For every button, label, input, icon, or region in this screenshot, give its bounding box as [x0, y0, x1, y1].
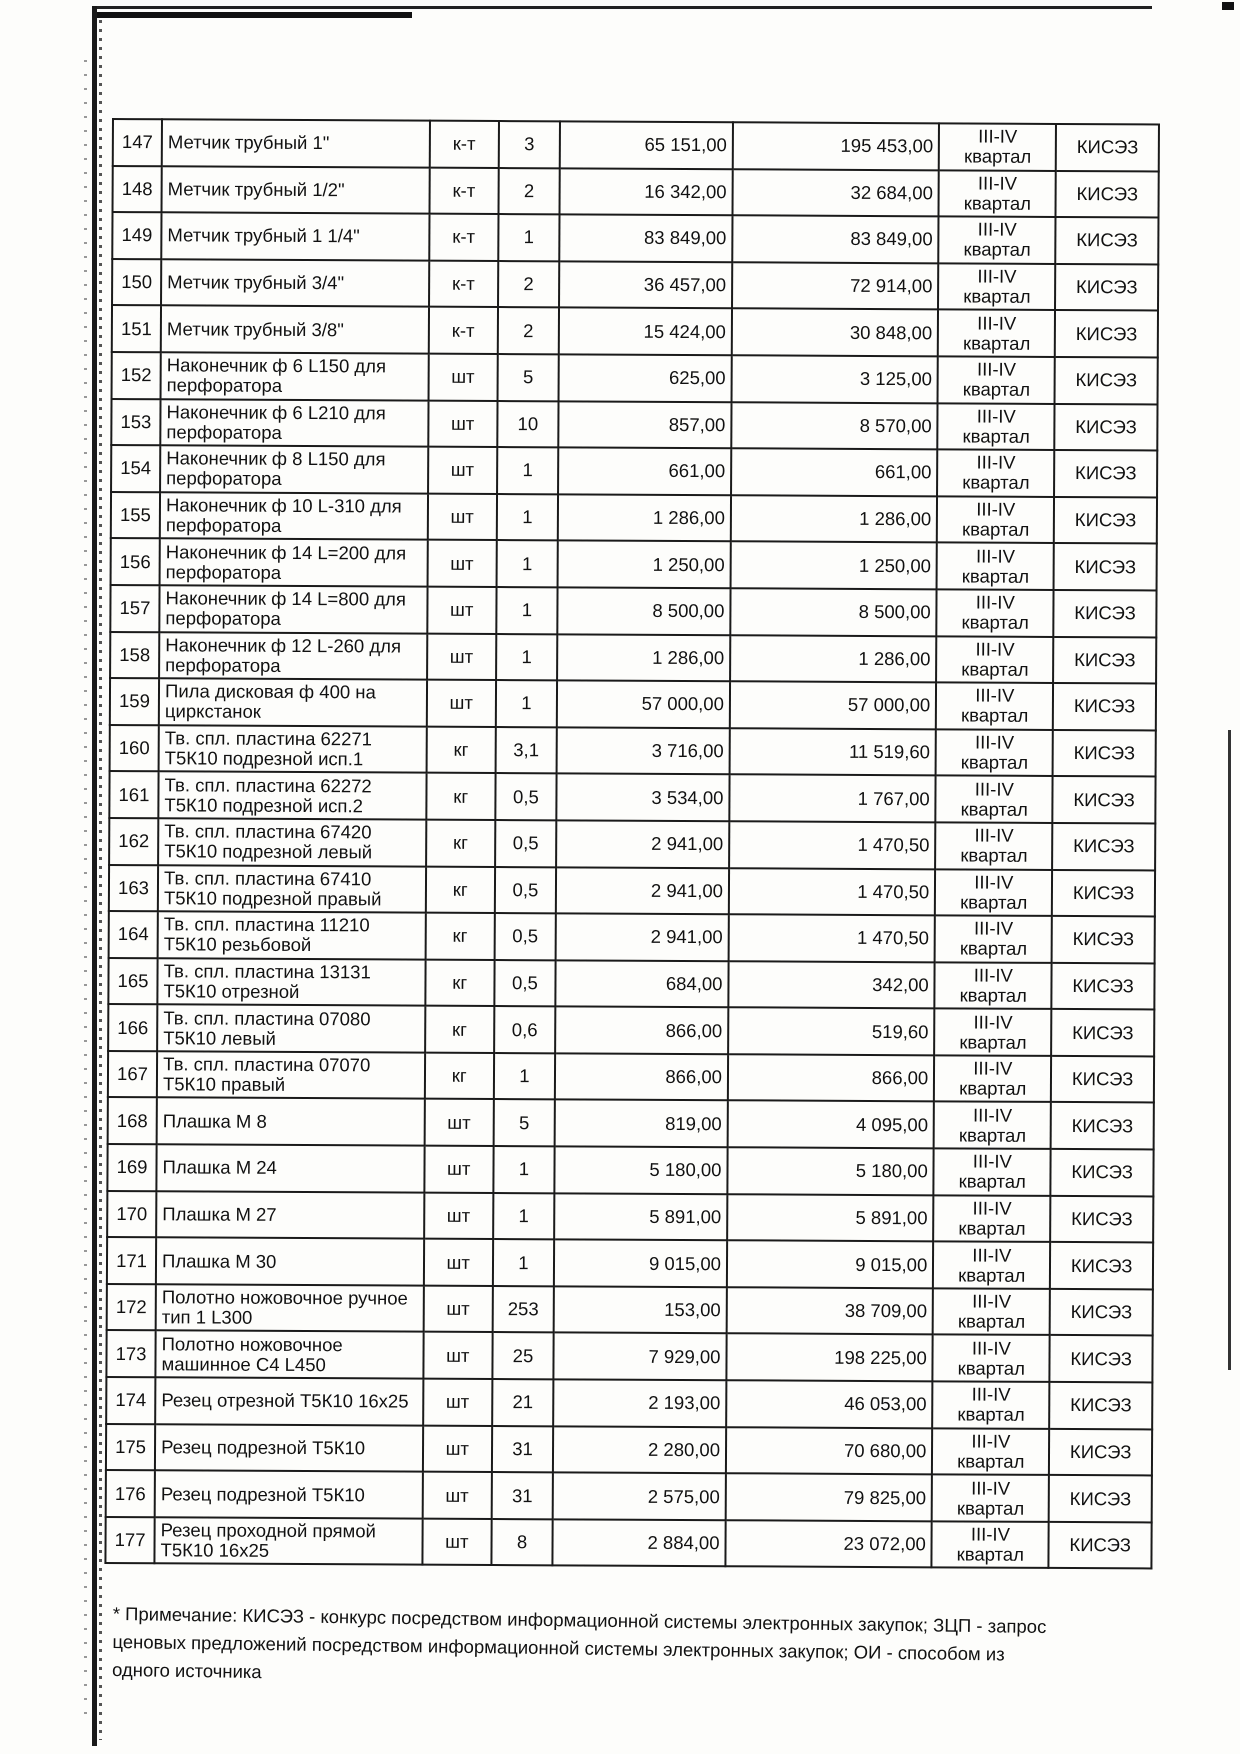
table-row	[111, 399, 1157, 451]
procurement-method-cell: КИСЭЗ	[1053, 776, 1156, 823]
total-sum-cell: 8 500,00	[730, 588, 937, 636]
procurement-method-cell: КИСЭЗ	[1049, 1429, 1152, 1476]
unit-price-cell: 7 929,00	[554, 1333, 727, 1380]
table-row	[108, 1097, 1154, 1149]
unit-price-cell: 1 286,00	[558, 494, 731, 541]
table-row	[112, 259, 1158, 311]
unit-cell: кг	[426, 773, 495, 820]
row-number-cell: 159	[110, 678, 159, 725]
item-name-cell: Резец подрезной Т5К10	[155, 1424, 423, 1472]
row-number-cell: 164	[109, 911, 158, 958]
row-number-cell: 157	[110, 585, 159, 632]
procurement-table	[104, 118, 1160, 1570]
table-row	[106, 1377, 1152, 1429]
row-number-cell: 163	[109, 864, 158, 911]
item-name-cell: Пила дисковая ф 400 на циркстанок	[159, 678, 427, 726]
row-number-cell: 172	[107, 1284, 156, 1331]
unit-price-cell: 3 534,00	[556, 774, 729, 821]
total-sum-cell: 79 825,00	[726, 1473, 933, 1521]
unit-price-cell: 2 884,00	[553, 1519, 726, 1566]
unit-cell: шт	[424, 1239, 493, 1286]
item-name-cell: Метчик трубный 1/2"	[162, 166, 430, 214]
item-name-cell: Тв. спл. пластина 67410 Т5К10 подрезной правый	[158, 865, 426, 913]
item-name-cell: Наконечник ф 6 L150 для перфоратора	[161, 352, 429, 400]
total-sum-cell: 38 709,00	[727, 1287, 934, 1335]
unit-price-cell: 2 575,00	[553, 1473, 726, 1520]
period-cell: III-IV квартал	[936, 729, 1053, 776]
period-cell: III-IV квартал	[939, 217, 1056, 264]
row-number-cell: 167	[108, 1051, 157, 1098]
row-number-cell: 158	[110, 632, 159, 679]
table-body	[105, 119, 1159, 1569]
unit-cell: шт	[427, 540, 496, 587]
period-cell: III-IV квартал	[938, 310, 1055, 357]
unit-cell: шт	[422, 1472, 491, 1519]
total-sum-cell: 866,00	[728, 1054, 935, 1102]
unit-price-cell: 661,00	[558, 447, 731, 494]
procurement-method-cell: КИСЭЗ	[1049, 1475, 1152, 1522]
procurement-method-cell: КИСЭЗ	[1054, 497, 1157, 544]
unit-price-cell: 2 193,00	[553, 1379, 726, 1426]
quantity-cell: 5	[493, 1099, 555, 1146]
footnote-line-2: ценовых предложений посредством информационной системы электронных закупок; ОИ - способом из	[112, 1630, 1005, 1665]
row-number-cell: 154	[111, 445, 160, 492]
period-cell: III-IV квартал	[932, 1428, 1049, 1475]
quantity-cell: 1	[498, 214, 560, 261]
table-row	[109, 911, 1155, 963]
total-sum-cell: 57 000,00	[730, 681, 937, 729]
item-name-cell: Тв. спл. пластина 67420 Т5К10 подрезной левый	[158, 818, 426, 866]
quantity-cell: 10	[497, 401, 559, 448]
total-sum-cell: 198 225,00	[726, 1334, 933, 1382]
unit-price-cell: 2 280,00	[553, 1426, 726, 1473]
procurement-method-cell: КИСЭЗ	[1054, 543, 1157, 590]
procurement-method-cell: КИСЭЗ	[1051, 1009, 1154, 1056]
procurement-method-cell: КИСЭЗ	[1056, 124, 1159, 171]
quantity-cell: 0,5	[494, 913, 556, 960]
total-sum-cell: 1 470,50	[729, 821, 936, 869]
unit-cell: шт	[423, 1379, 492, 1426]
period-cell: III-IV квартал	[936, 682, 1053, 729]
period-cell: III-IV квартал	[936, 776, 1053, 823]
item-name-cell: Тв. спл. пластина 62272 Т5К10 подрезной исп.2	[158, 772, 426, 820]
procurement-method-cell: КИСЭЗ	[1054, 450, 1157, 497]
row-number-cell: 166	[108, 1004, 157, 1051]
item-name-cell: Тв. спл. пластина 11210 Т5К10 резьбовой	[158, 911, 426, 959]
item-name-cell: Тв. спл. пластина 07070 Т5К10 правый	[157, 1051, 425, 1099]
total-sum-cell: 30 848,00	[732, 309, 939, 357]
row-number-cell: 176	[106, 1470, 155, 1517]
unit-price-cell: 866,00	[555, 1007, 728, 1054]
unit-price-cell: 65 151,00	[560, 121, 733, 168]
total-sum-cell: 70 680,00	[726, 1427, 933, 1475]
total-sum-cell: 1 470,50	[729, 914, 936, 962]
item-name-cell: Наконечник ф 8 L150 для перфоратора	[160, 445, 428, 493]
period-cell: III-IV квартал	[938, 403, 1055, 450]
footnote-line-3: одного источника	[111, 1658, 262, 1683]
table-row	[108, 958, 1154, 1010]
table-row	[112, 212, 1158, 264]
procurement-method-cell: КИСЭЗ	[1056, 217, 1159, 264]
procurement-method-cell: КИСЭЗ	[1050, 1289, 1153, 1336]
unit-price-cell: 9 015,00	[554, 1240, 727, 1287]
procurement-method-cell: КИСЭЗ	[1051, 1056, 1154, 1103]
unit-cell: шт	[423, 1332, 492, 1379]
unit-price-cell: 1 286,00	[557, 634, 730, 681]
quantity-cell: 1	[493, 1193, 555, 1240]
quantity-cell: 0,5	[494, 960, 556, 1007]
procurement-method-cell: КИСЭЗ	[1055, 310, 1158, 357]
item-name-cell: Резец проходной прямой Т5К10 16х25	[154, 1517, 422, 1565]
unit-cell: кг	[425, 1006, 494, 1053]
unit-cell: к-т	[429, 214, 498, 261]
unit-price-cell: 16 342,00	[560, 168, 733, 215]
unit-cell: кг	[425, 913, 494, 960]
period-cell: III-IV квартал	[935, 962, 1052, 1009]
total-sum-cell: 5 891,00	[727, 1194, 934, 1242]
unit-price-cell: 83 849,00	[559, 215, 732, 262]
table-row	[108, 1004, 1154, 1056]
table-row	[106, 1330, 1152, 1382]
table-row	[110, 725, 1156, 777]
item-name-cell: Наконечник ф 12 L-260 для перфоратора	[159, 632, 427, 680]
table-row	[109, 864, 1155, 916]
period-cell: III-IV квартал	[933, 1195, 1050, 1242]
unit-price-cell: 15 424,00	[559, 308, 732, 355]
unit-cell: шт	[427, 493, 496, 540]
scan-edge-left-noise	[99, 20, 102, 1740]
unit-cell: кг	[426, 820, 495, 867]
item-name-cell: Наконечник ф 10 L-310 для перфоратора	[160, 492, 428, 540]
period-cell: III-IV квартал	[938, 263, 1055, 310]
procurement-method-cell: КИСЭЗ	[1053, 730, 1156, 777]
item-name-cell: Полотно ножовочное ручное тип 1 L300	[156, 1284, 424, 1332]
table-row	[112, 305, 1158, 357]
procurement-method-cell: КИСЭЗ	[1049, 1522, 1152, 1569]
table-row	[111, 445, 1157, 497]
table-row	[111, 538, 1157, 590]
unit-price-cell: 57 000,00	[557, 680, 730, 727]
item-name-cell: Наконечник ф 14 L=800 для перфоратора	[159, 585, 427, 633]
unit-price-cell: 866,00	[555, 1053, 728, 1100]
period-cell: III-IV квартал	[935, 915, 1052, 962]
unit-price-cell: 1 250,00	[558, 541, 731, 588]
unit-cell: шт	[424, 1192, 493, 1239]
period-cell: III-IV квартал	[937, 496, 1054, 543]
unit-cell: шт	[424, 1099, 493, 1146]
total-sum-cell: 23 072,00	[725, 1520, 932, 1568]
item-name-cell: Метчик трубный 3/8"	[161, 306, 429, 354]
quantity-cell: 31	[491, 1472, 553, 1519]
unit-cell: к-т	[429, 167, 498, 214]
table-row	[111, 492, 1157, 544]
unit-cell: к-т	[429, 260, 498, 307]
quantity-cell: 2	[498, 307, 560, 354]
unit-price-cell: 36 457,00	[559, 261, 732, 308]
unit-cell: шт	[423, 1285, 492, 1332]
item-name-cell: Тв. спл. пластина 07080 Т5К10 левый	[157, 1005, 425, 1053]
table-row	[110, 632, 1156, 684]
item-name-cell: Наконечник ф 14 L=200 для перфоратора	[160, 539, 428, 587]
procurement-method-cell: КИСЭЗ	[1055, 357, 1158, 404]
quantity-cell: 5	[497, 354, 559, 401]
quantity-cell: 2	[498, 261, 560, 308]
procurement-method-cell: КИСЭЗ	[1056, 171, 1159, 218]
item-name-cell: Тв. спл. пластина 62271 Т5К10 подрезной исп.1	[159, 725, 427, 773]
row-number-cell: 177	[105, 1517, 154, 1564]
item-name-cell: Резец отрезной Т5К10 16х25	[155, 1377, 423, 1425]
row-number-cell: 151	[112, 305, 161, 352]
row-number-cell: 161	[109, 771, 158, 818]
row-number-cell: 147	[113, 119, 162, 166]
table-row	[110, 585, 1156, 637]
total-sum-cell: 8 570,00	[731, 402, 938, 450]
period-cell: III-IV квартал	[935, 822, 1052, 869]
row-number-cell: 152	[112, 352, 161, 399]
quantity-cell: 1	[494, 1053, 556, 1100]
item-name-cell: Метчик трубный 1"	[162, 119, 430, 167]
quantity-cell: 25	[492, 1332, 554, 1379]
quantity-cell: 1	[496, 680, 558, 727]
quantity-cell: 1	[496, 587, 558, 634]
scan-edge-left	[92, 6, 97, 1746]
scan-edge-left-noise-2	[84, 60, 87, 1720]
item-name-cell: Метчик трубный 1 1/4"	[161, 212, 429, 260]
footnote	[112, 1600, 1173, 1699]
footnote-line-1: * Примечание: КИСЭЗ - конкурс посредством информационной системы электронных закупок; ЗЦП - запрос	[112, 1602, 1047, 1638]
item-name-cell: Полотно ножовочное машинное С4 L450	[155, 1331, 423, 1379]
table-row	[107, 1144, 1153, 1196]
quantity-cell: 0,5	[495, 820, 557, 867]
row-number-cell: 162	[109, 818, 158, 865]
quantity-cell: 21	[492, 1379, 554, 1426]
period-cell: III-IV квартал	[937, 589, 1054, 636]
unit-cell: шт	[427, 587, 496, 634]
period-cell: III-IV квартал	[933, 1335, 1050, 1382]
scan-edge-top	[92, 6, 1152, 9]
quantity-cell: 1	[496, 540, 558, 587]
unit-price-cell: 153,00	[554, 1286, 727, 1333]
total-sum-cell: 83 849,00	[732, 215, 939, 263]
quantity-cell: 0,6	[494, 1006, 556, 1053]
row-number-cell: 149	[112, 212, 161, 259]
row-number-cell: 148	[113, 166, 162, 213]
period-cell: III-IV квартал	[933, 1288, 1050, 1335]
unit-cell: шт	[428, 447, 497, 494]
unit-price-cell: 2 941,00	[556, 820, 729, 867]
total-sum-cell: 1 286,00	[730, 635, 937, 683]
period-cell: III-IV квартал	[934, 1055, 1051, 1102]
period-cell: III-IV квартал	[935, 869, 1052, 916]
period-cell: III-IV квартал	[934, 1009, 1051, 1056]
row-number-cell: 156	[111, 538, 160, 585]
row-number-cell: 169	[107, 1144, 156, 1191]
total-sum-cell: 342,00	[728, 961, 935, 1009]
row-number-cell: 170	[107, 1191, 156, 1238]
procurement-method-cell: КИСЭЗ	[1051, 1102, 1154, 1149]
row-number-cell: 173	[106, 1330, 155, 1377]
unit-price-cell: 819,00	[555, 1100, 728, 1147]
unit-cell: кг	[425, 1053, 494, 1100]
quantity-cell: 1	[496, 634, 558, 681]
row-number-cell: 155	[111, 492, 160, 539]
row-number-cell: 168	[108, 1097, 157, 1144]
quantity-cell: 1	[497, 494, 559, 541]
row-number-cell: 160	[110, 725, 159, 772]
item-name-cell: Плашка М 30	[156, 1237, 424, 1285]
procurement-method-cell: КИСЭЗ	[1052, 963, 1155, 1010]
table-row	[107, 1237, 1153, 1289]
unit-cell: шт	[428, 354, 497, 401]
period-cell: III-IV квартал	[937, 449, 1054, 496]
unit-cell: кг	[426, 866, 495, 913]
procurement-method-cell: КИСЭЗ	[1051, 1149, 1154, 1196]
unit-cell: шт	[424, 1146, 493, 1193]
item-name-cell: Плашка М 27	[156, 1191, 424, 1239]
unit-cell: кг	[426, 726, 495, 773]
unit-price-cell: 2 941,00	[556, 913, 729, 960]
total-sum-cell: 195 453,00	[733, 122, 940, 170]
period-cell: III-IV квартал	[932, 1521, 1049, 1568]
unit-price-cell: 857,00	[558, 401, 731, 448]
unit-price-cell: 5 891,00	[554, 1193, 727, 1240]
table-row	[108, 1051, 1154, 1103]
total-sum-cell: 11 519,60	[730, 728, 937, 776]
item-name-cell: Резец подрезной Т5К10	[155, 1470, 423, 1518]
item-name-cell: Наконечник ф 6 L210 для перфоратора	[160, 399, 428, 447]
table-row	[106, 1470, 1152, 1522]
period-cell: III-IV квартал	[934, 1148, 1051, 1195]
quantity-cell: 1	[497, 447, 559, 494]
table-row	[107, 1191, 1153, 1243]
total-sum-cell: 46 053,00	[726, 1380, 933, 1428]
total-sum-cell: 661,00	[731, 448, 938, 496]
procurement-method-cell: КИСЭЗ	[1052, 823, 1155, 870]
procurement-method-cell: КИСЭЗ	[1050, 1382, 1153, 1429]
item-name-cell: Тв. спл. пластина 13131 Т5К10 отрезной	[157, 958, 425, 1006]
scan-edge-top-thick	[92, 12, 412, 18]
table-row	[107, 1284, 1153, 1336]
procurement-method-cell: КИСЭЗ	[1053, 636, 1156, 683]
procurement-method-cell: КИСЭЗ	[1050, 1242, 1153, 1289]
quantity-cell: 0,5	[495, 867, 557, 914]
period-cell: III-IV квартал	[934, 1102, 1051, 1149]
table-row	[112, 352, 1158, 404]
total-sum-cell: 9 015,00	[727, 1240, 934, 1288]
table-row	[109, 818, 1155, 870]
row-number-cell: 165	[108, 958, 157, 1005]
table-row	[113, 166, 1159, 218]
unit-cell: шт	[422, 1518, 491, 1565]
unit-cell: к-т	[429, 121, 498, 168]
quantity-cell: 2	[498, 168, 560, 215]
period-cell: III-IV квартал	[939, 123, 1056, 170]
row-number-cell: 175	[106, 1424, 155, 1471]
period-cell: III-IV квартал	[933, 1242, 1050, 1289]
period-cell: III-IV квартал	[932, 1475, 1049, 1522]
procurement-method-cell: КИСЭЗ	[1054, 590, 1157, 637]
procurement-method-cell: КИСЭЗ	[1055, 404, 1158, 451]
procurement-method-cell: КИСЭЗ	[1053, 683, 1156, 730]
quantity-cell: 31	[492, 1426, 554, 1473]
unit-cell: к-т	[428, 307, 497, 354]
total-sum-cell: 1 250,00	[731, 542, 938, 590]
procurement-method-cell: КИСЭЗ	[1050, 1335, 1153, 1382]
unit-cell: шт	[423, 1425, 492, 1472]
period-cell: III-IV квартал	[936, 636, 1053, 683]
procurement-method-cell: КИСЭЗ	[1050, 1196, 1153, 1243]
item-name-cell: Плашка М 24	[156, 1144, 424, 1192]
total-sum-cell: 32 684,00	[732, 169, 939, 217]
table-row	[105, 1517, 1151, 1569]
unit-price-cell: 2 941,00	[556, 867, 729, 914]
total-sum-cell: 1 767,00	[729, 775, 936, 823]
unit-cell: шт	[427, 633, 496, 680]
quantity-cell: 3	[499, 121, 561, 168]
period-cell: III-IV квартал	[939, 170, 1056, 217]
quantity-cell: 1	[493, 1146, 555, 1193]
unit-price-cell: 684,00	[555, 960, 728, 1007]
table-row	[106, 1424, 1152, 1476]
item-name-cell: Плашка М 8	[157, 1098, 425, 1146]
total-sum-cell: 72 914,00	[732, 262, 939, 310]
table-row	[110, 678, 1156, 730]
quantity-cell: 253	[492, 1286, 554, 1333]
row-number-cell: 174	[106, 1377, 155, 1424]
total-sum-cell: 1 286,00	[731, 495, 938, 543]
quantity-cell: 0,5	[495, 773, 557, 820]
total-sum-cell: 3 125,00	[732, 355, 939, 403]
table-row	[109, 771, 1155, 823]
quantity-cell: 8	[491, 1519, 553, 1566]
unit-price-cell: 625,00	[559, 354, 732, 401]
procurement-method-cell: КИСЭЗ	[1052, 916, 1155, 963]
unit-cell: шт	[428, 400, 497, 447]
row-number-cell: 171	[107, 1237, 156, 1284]
period-cell: III-IV квартал	[932, 1381, 1049, 1428]
item-name-cell: Метчик трубный 3/4"	[161, 259, 429, 307]
total-sum-cell: 1 470,50	[729, 868, 936, 916]
unit-cell: шт	[427, 680, 496, 727]
period-cell: III-IV квартал	[937, 543, 1054, 590]
total-sum-cell: 5 180,00	[727, 1147, 934, 1195]
total-sum-cell: 519,60	[728, 1008, 935, 1056]
table-row	[113, 119, 1159, 171]
unit-price-cell: 5 180,00	[555, 1146, 728, 1193]
unit-price-cell: 8 500,00	[557, 587, 730, 634]
unit-cell: кг	[425, 959, 494, 1006]
scan-edge-right	[1228, 730, 1231, 1370]
row-number-cell: 153	[111, 399, 160, 446]
quantity-cell: 1	[493, 1239, 555, 1286]
row-number-cell: 150	[112, 259, 161, 306]
procurement-method-cell: КИСЭЗ	[1052, 869, 1155, 916]
total-sum-cell: 4 095,00	[728, 1101, 935, 1149]
quantity-cell: 3,1	[495, 727, 557, 774]
unit-price-cell: 3 716,00	[557, 727, 730, 774]
period-cell: III-IV квартал	[938, 356, 1055, 403]
procurement-method-cell: КИСЭЗ	[1055, 264, 1158, 311]
scan-corner-mark	[1222, 2, 1234, 10]
